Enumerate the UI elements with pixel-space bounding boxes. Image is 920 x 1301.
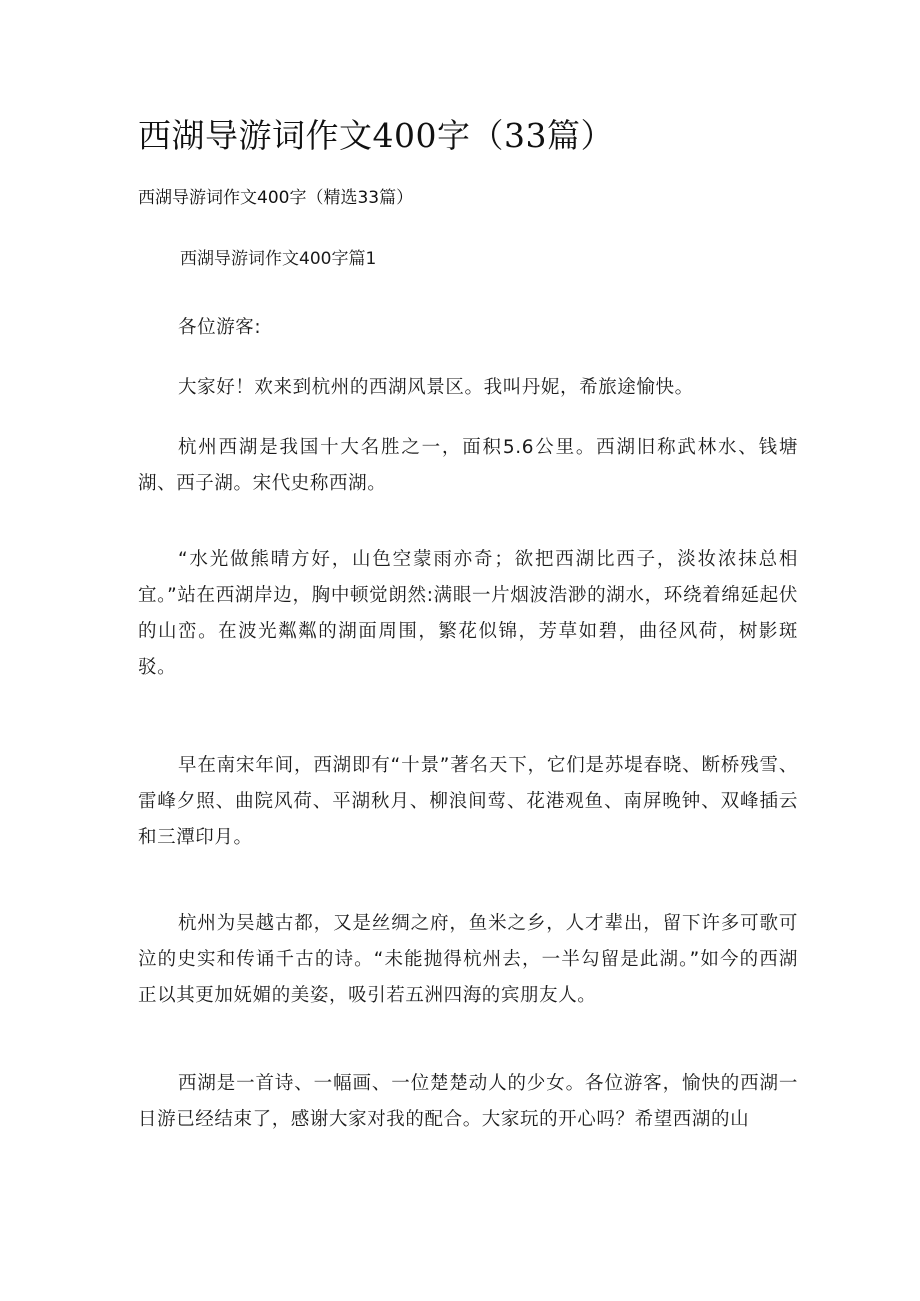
paragraph-welcome: 大家好！欢来到杭州的西湖风景区。我叫丹妮，希旅途愉快。 [178, 377, 694, 398]
section-heading: 西湖导游词作文400字篇1 [180, 249, 377, 269]
paragraph-intro: 杭州西湖是我国十大名胜之一，面积5.6公里。西湖旧称武林水、钱塘湖、西子湖。宋代史称西湖。 [138, 437, 798, 494]
paragraph-closing: 西湖是一首诗、一幅画、一位楚楚动人的少女。各位游客，愉快的西湖一日游已经结束了，感谢大家对我的配合。大家玩的开心吗？希望西湖的山 [138, 1073, 798, 1130]
document-subtitle: 西湖导游词作文400字（精选33篇） [138, 188, 414, 208]
document-title: 西湖导游词作文400字（33篇） [138, 116, 614, 155]
paragraph-history: 杭州为吴越古都，又是丝绸之府，鱼米之乡，人才辈出，留下许多可歌可泣的史实和传诵千古的诗。“未能抛得杭州去，一半勾留是此湖。”如今的西湖正以其更加妩媚的美姿，吸引若五洲四海的宾朋友人。 [138, 913, 798, 1006]
paragraph-ten-scenes: 早在南宋年间，西湖即有“十景”著名天下，它们是苏堤春晓、断桥残雪、雷峰夕照、曲院风荷、平湖秋月、柳浪间莺、花港观鱼、南屏晚钟、双峰插云和三潭印月。 [138, 755, 798, 848]
paragraph-poem: “水光做熊晴方好，山色空蒙雨亦奇；欲把西湖比西子，淡妆浓抹总相宜。”站在西湖岸边，胸中顿觉朗然:满眼一片烟波浩渺的湖水，环绕着绵延起伏的山峦。在波光粼粼的湖面周围，繁花似锦，芳草如碧，曲径风荷，树影斑驳。 [138, 549, 798, 678]
paragraph-greeting: 各位游客: [178, 317, 262, 338]
